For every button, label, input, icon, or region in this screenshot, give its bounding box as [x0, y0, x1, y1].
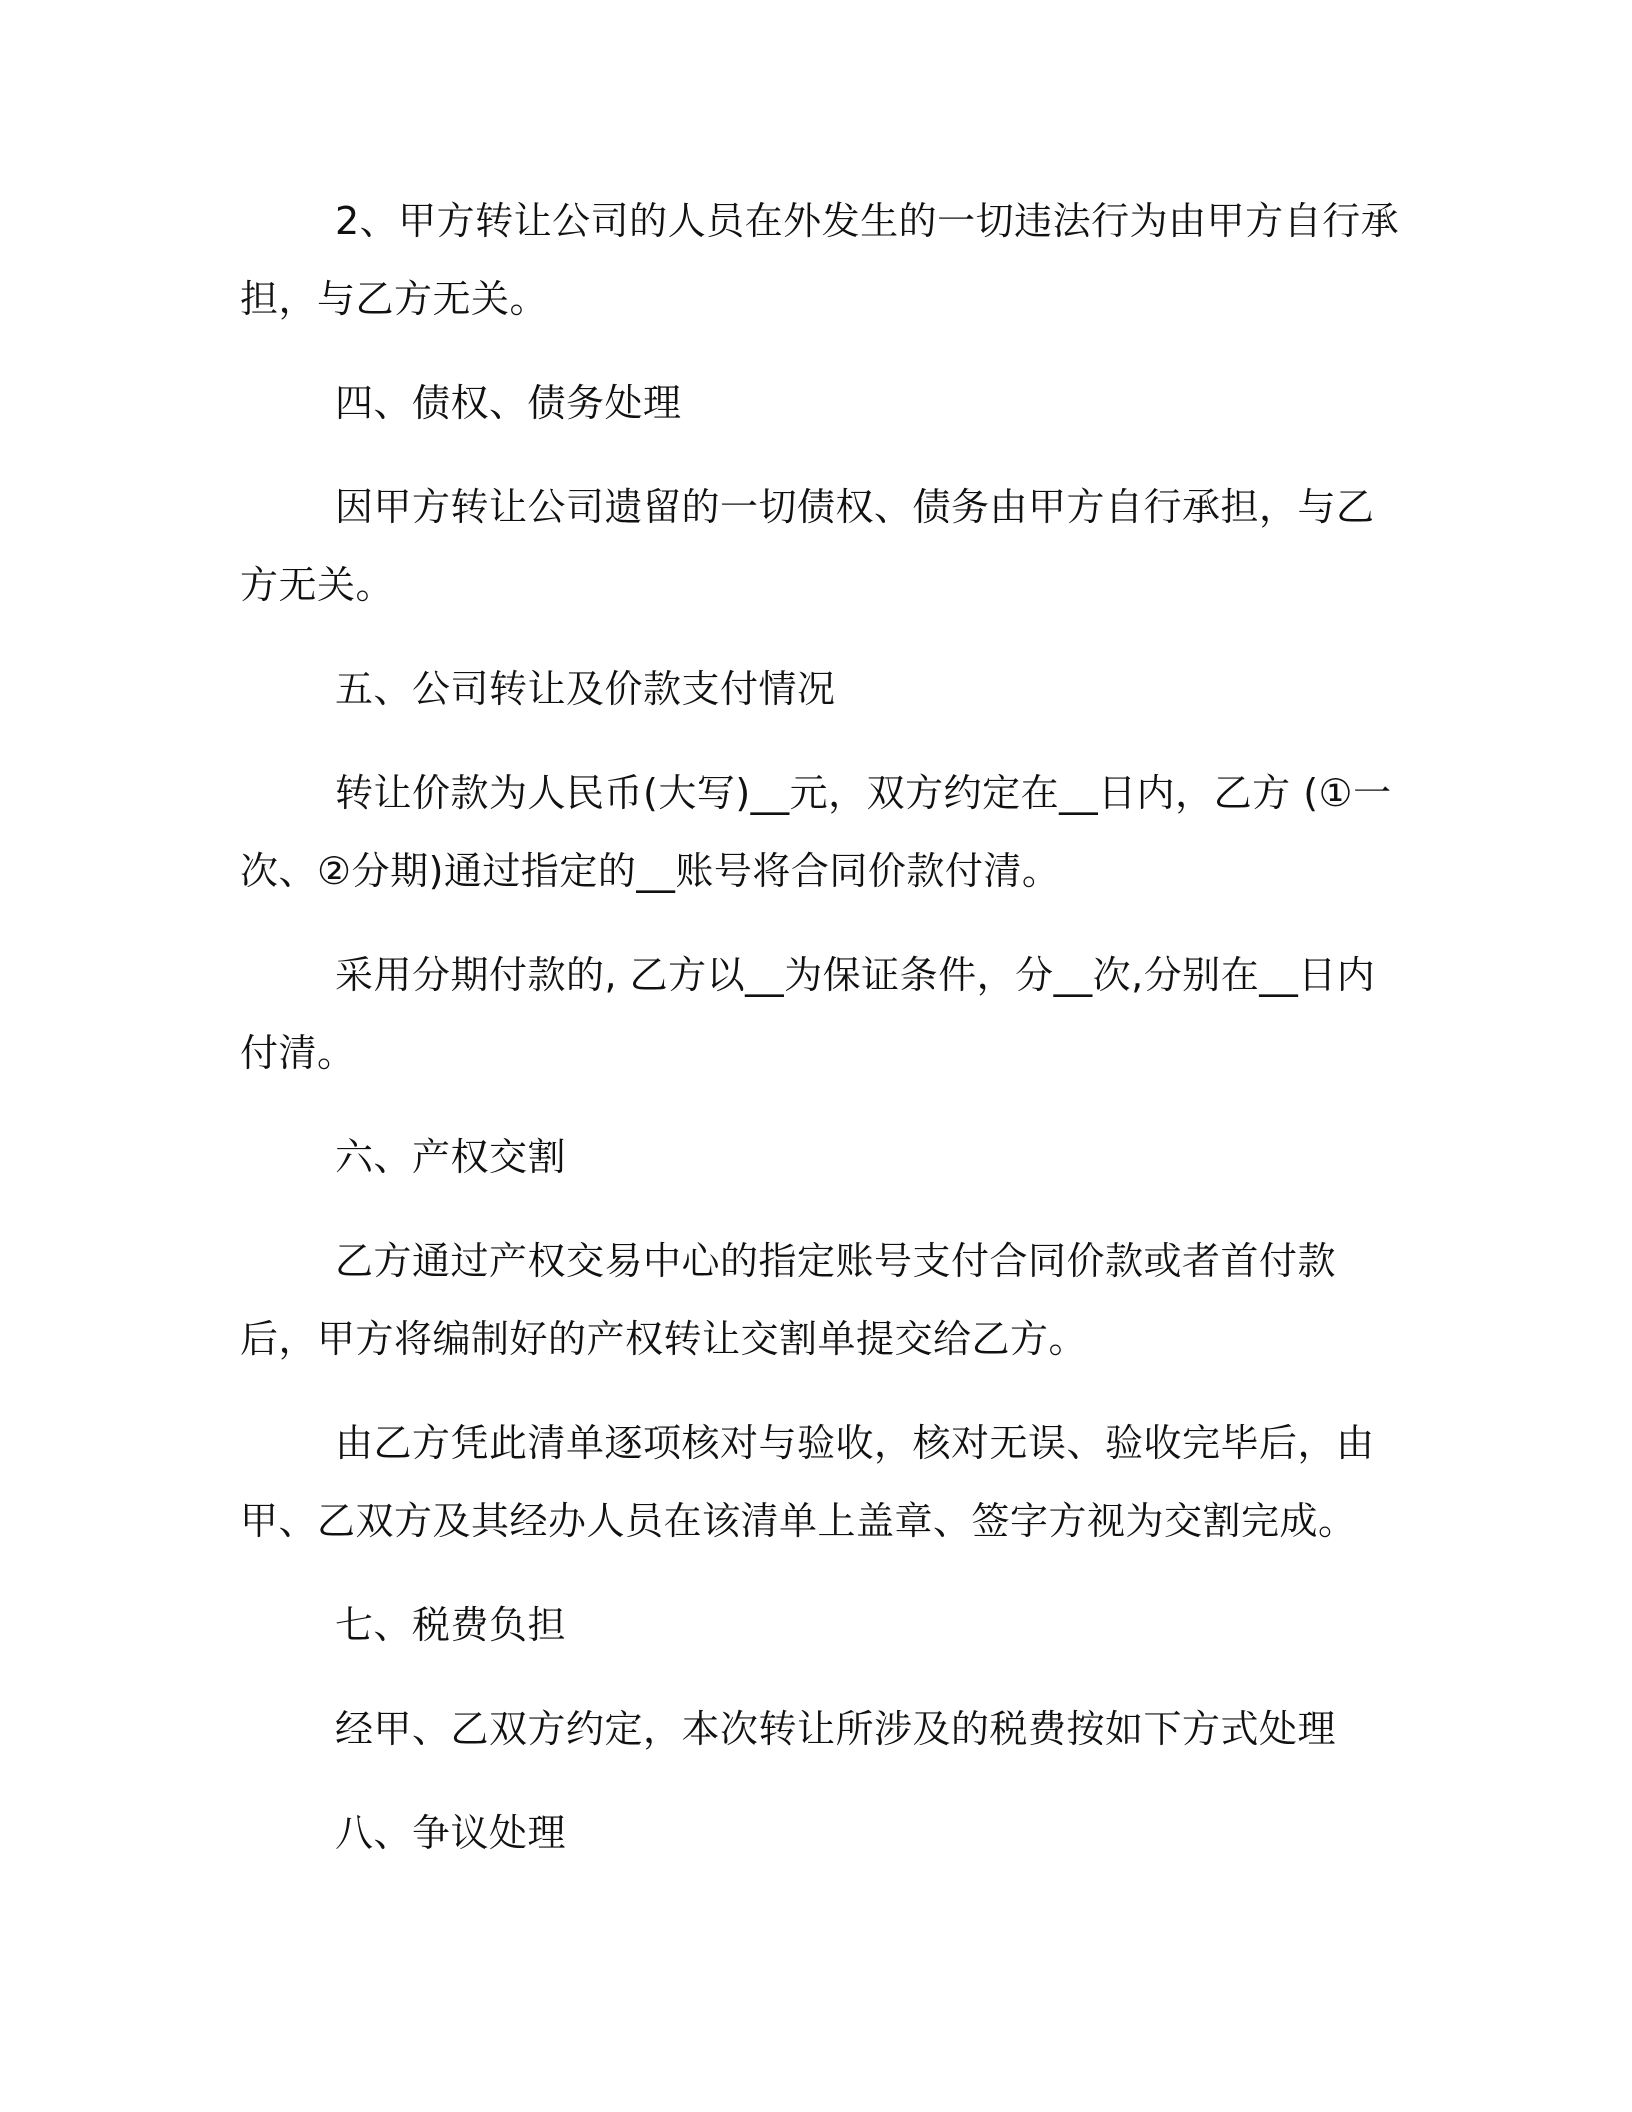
section-heading-transfer-payment: 五、公司转让及价款支付情况: [335, 667, 836, 711]
paragraph-delivery-verification: 由乙方凭此清单逐项核对与验收，核对无误、验收完毕后，由甲、乙双方及其经办人员在该清单上盖章、签字方视为交割完成。: [240, 1421, 1375, 1543]
document-body: [240, 182, 1400, 1898]
paragraph-item-2-liability: 2、甲方转让公司的人员在外发生的一切违法行为由甲方自行承担，与乙方无关。: [240, 199, 1400, 321]
paragraph-taxes: 经甲、乙双方约定，本次转让所涉及的税费按如下方式处理: [335, 1707, 1337, 1751]
paragraph-transfer-price: 转让价款为人民币(大写)__元，双方约定在__日内，乙方 (①一次、②分期)通过指定的__账号将合同价款付清。: [240, 771, 1392, 893]
section-heading-disputes: 八、争议处理: [335, 1811, 567, 1855]
section-heading-debts: 四、债权、债务处理: [335, 381, 682, 425]
section-heading-property-delivery: 六、产权交割: [335, 1135, 567, 1179]
paragraph-installment: 采用分期付款的, 乙方以__为保证条件，分__次,分别在__日内付清。: [240, 953, 1376, 1075]
section-heading-taxes: 七、税费负担: [335, 1603, 567, 1647]
paragraph-debts: 因甲方转让公司遗留的一切债权、债务由甲方自行承担，与乙方无关。: [240, 485, 1375, 607]
paragraph-delivery-list: 乙方通过产权交易中心的指定账号支付合同价款或者首付款后，甲方将编制好的产权转让交割单提交给乙方。: [240, 1239, 1337, 1361]
